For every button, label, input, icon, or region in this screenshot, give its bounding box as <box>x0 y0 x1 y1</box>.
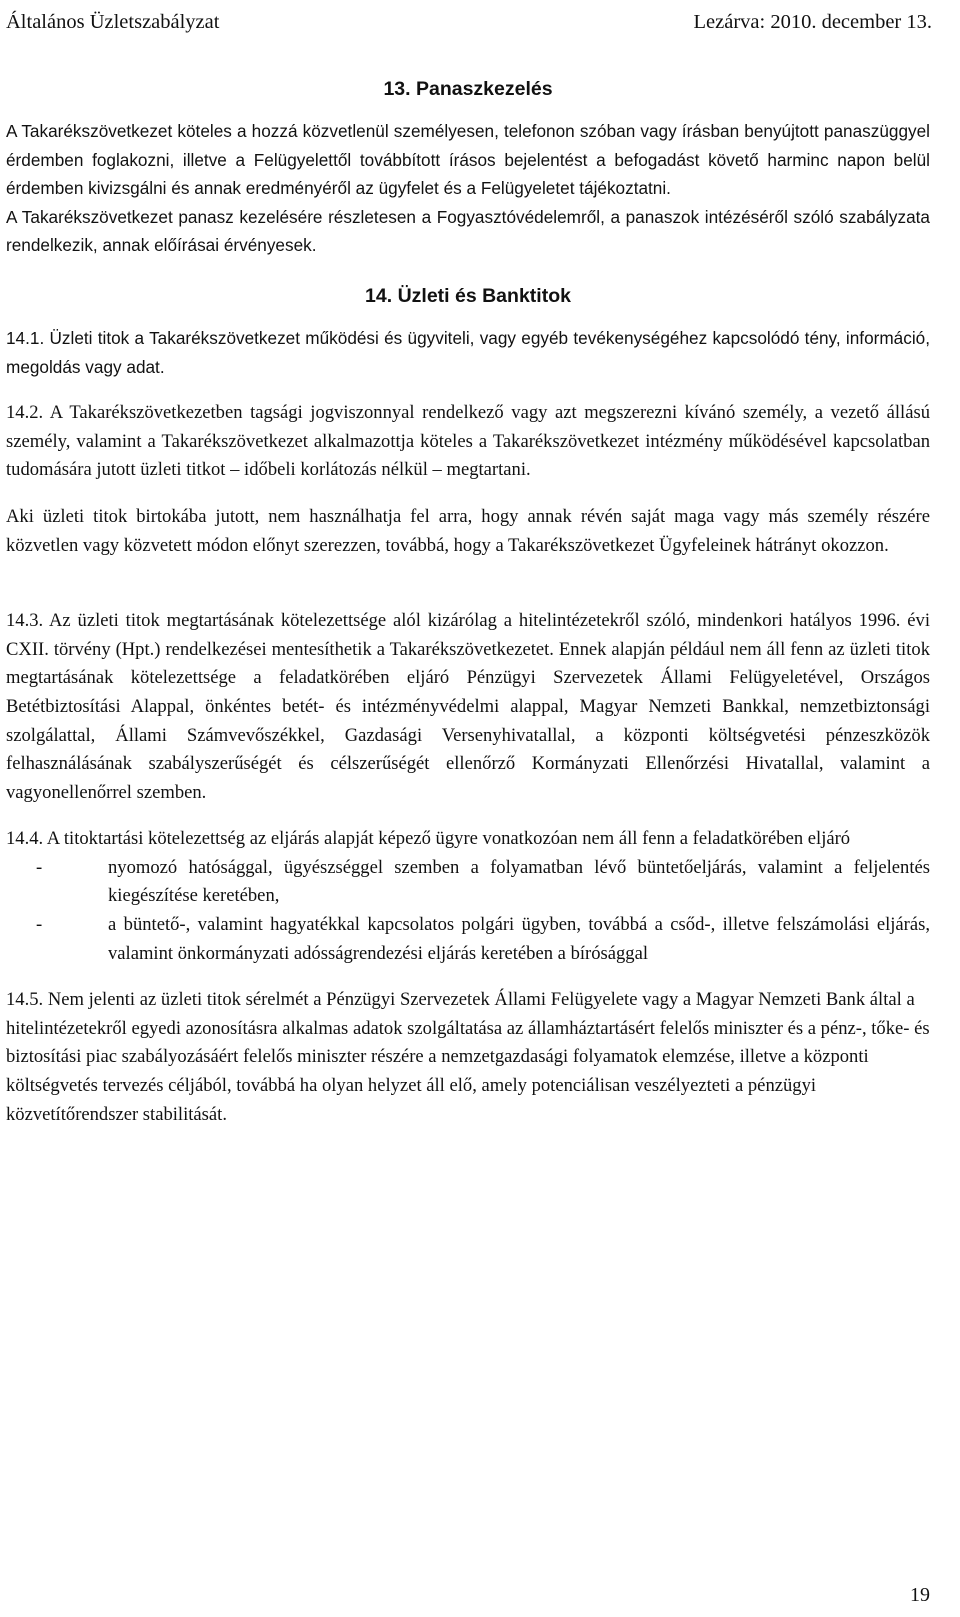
section-14-1-paragraph: 14.1. Üzleti titok a Takarékszövetkezet működési és ügyviteli, vagy egyéb tevékenységéhez kapcsolódó tény, információ, megoldás vagy adat. <box>6 327 930 377</box>
list-item <box>6 854 930 911</box>
section-14-4-paragraph: 14.4. A titoktartási kötelezettség az eljárás alapját képező ügyre vonatkozóan nem áll fenn a feladatkörében eljáró <box>6 828 851 850</box>
section-14-2-paragraph-b: Aki üzleti titok birtokába jutott, nem használhatja fel arra, hogy annak révén saját maga vagy más személy részére közvetlen vagy közvetett módon előnyt szerezzen, továbbá, hogy a Takarékszövetkezet Ügyfeleinek hátrányt okozzon. <box>6 505 930 556</box>
section-14-2-paragraph: 14.2. A Takarékszövetkezetben tagsági jogviszonnyal rendelkező vagy azt megszerezni kívánó személy, a vezető állású személy, valamint a Takarékszövetkezet alkalmazottja köteles a Takarékszövetkezet intézmény működésével kapcsolatban tudomására jutott üzleti titkot – időbeli korlátozás nélkül – megtartani. <box>6 402 930 481</box>
list-item <box>6 911 930 968</box>
bullet-text: nyomozó hatósággal, ügyészséggel szemben a folyamatban lévő büntetőeljárás, valamint a feljelentés kiegészítése keretében, <box>108 856 930 907</box>
page-header <box>6 6 932 38</box>
section-14-3-paragraph: 14.3. Az üzleti titok megtartásának kötelezettsége alól kizárólag a hitelintézetekről szóló, mindenkori hatályos 1996. évi CXII. törvény (Hpt.) rendelkezései mentesíthetik a Takarékszövetkezetet. Ennek alapján például nem áll fenn az üzleti titok megtartásának kötelezettsége a feladatkörében eljáró Pénzügyi Szervezetek Állami Felügyeletével, Országos Betétbiztosítási Alappal, önkéntes betét- és intézményvédelmi alappal, Magyar Nemzeti Bankkal, nemzetbiztonsági szolgálattal, Állami Számvevőszékkel, Gazdasági Versenyhivatallal, a központi költségvetési pénzeszközök felhasználásának szabályszerűségét és célszerűségét ellenőrző Kormányzati Ellenőrzési Hivatallal, valamint a vagyonellenőrrel szemben. <box>6 610 930 803</box>
section-13-heading: 13. Panaszkezelés <box>383 78 553 100</box>
section-14-5-paragraph: 14.5. Nem jelenti az üzleti titok sérelmét a Pénzügyi Szervezetek Állami Felügyelete vagy a Magyar Nemzeti Bank által a hitelintézetekről egyedi azonosításra alkalmas adatok szolgáltatása az államháztartásért felelős miniszter és a pénz-, tőke- és biztosítási piac szabályozásáért felelős miniszter részére a nemzetgazdasági folyamatok elemzése, illetve a központi költségvetés tervezés céljából, továbbá ha olyan helyzet áll elő, amely potenciálisan veszélyezteti a pénzügyi közvetítőrendszer stabilitását. <box>6 989 930 1125</box>
section-13-paragraph-2: A Takarékszövetkezet panasz kezelésére részletesen a Fogyasztóvédelemről, a panaszok intézéséről szóló szabályzata rendelkezik, annak előírásai érvényesek. <box>6 206 930 256</box>
bullet-text: a büntető-, valamint hagyatékkal kapcsolatos polgári ügyben, továbbá a csőd-, illetve felszámolási eljárás, valamint önkormányzati adósságrendezési eljárás keretében a bírósággal <box>108 914 930 964</box>
section-14-heading: 14. Üzleti és Banktitok <box>365 284 571 307</box>
page-number: 19 <box>910 1584 930 1606</box>
document-body <box>6 75 930 1129</box>
document-title: Általános Üzletszabályzat <box>6 11 220 33</box>
bullet-dash: - <box>36 914 43 936</box>
section-13-paragraph-1: A Takarékszövetkezet köteles a hozzá közvetlenül személyesen, telefonon szóban vagy írásban benyújtott panaszüggyel érdemben foglakozni, illetve a Felügyelettől továbbított írásos bejelentést a befogadást követő harminc napon belül érdemben kivizsgálni és annak eredményéről az ügyfelet és a Felügyeletet tájékoztatni. <box>6 121 930 199</box>
bullet-dash: - <box>36 856 43 878</box>
closing-date: Lezárva: 2010. december 13. <box>693 11 932 33</box>
